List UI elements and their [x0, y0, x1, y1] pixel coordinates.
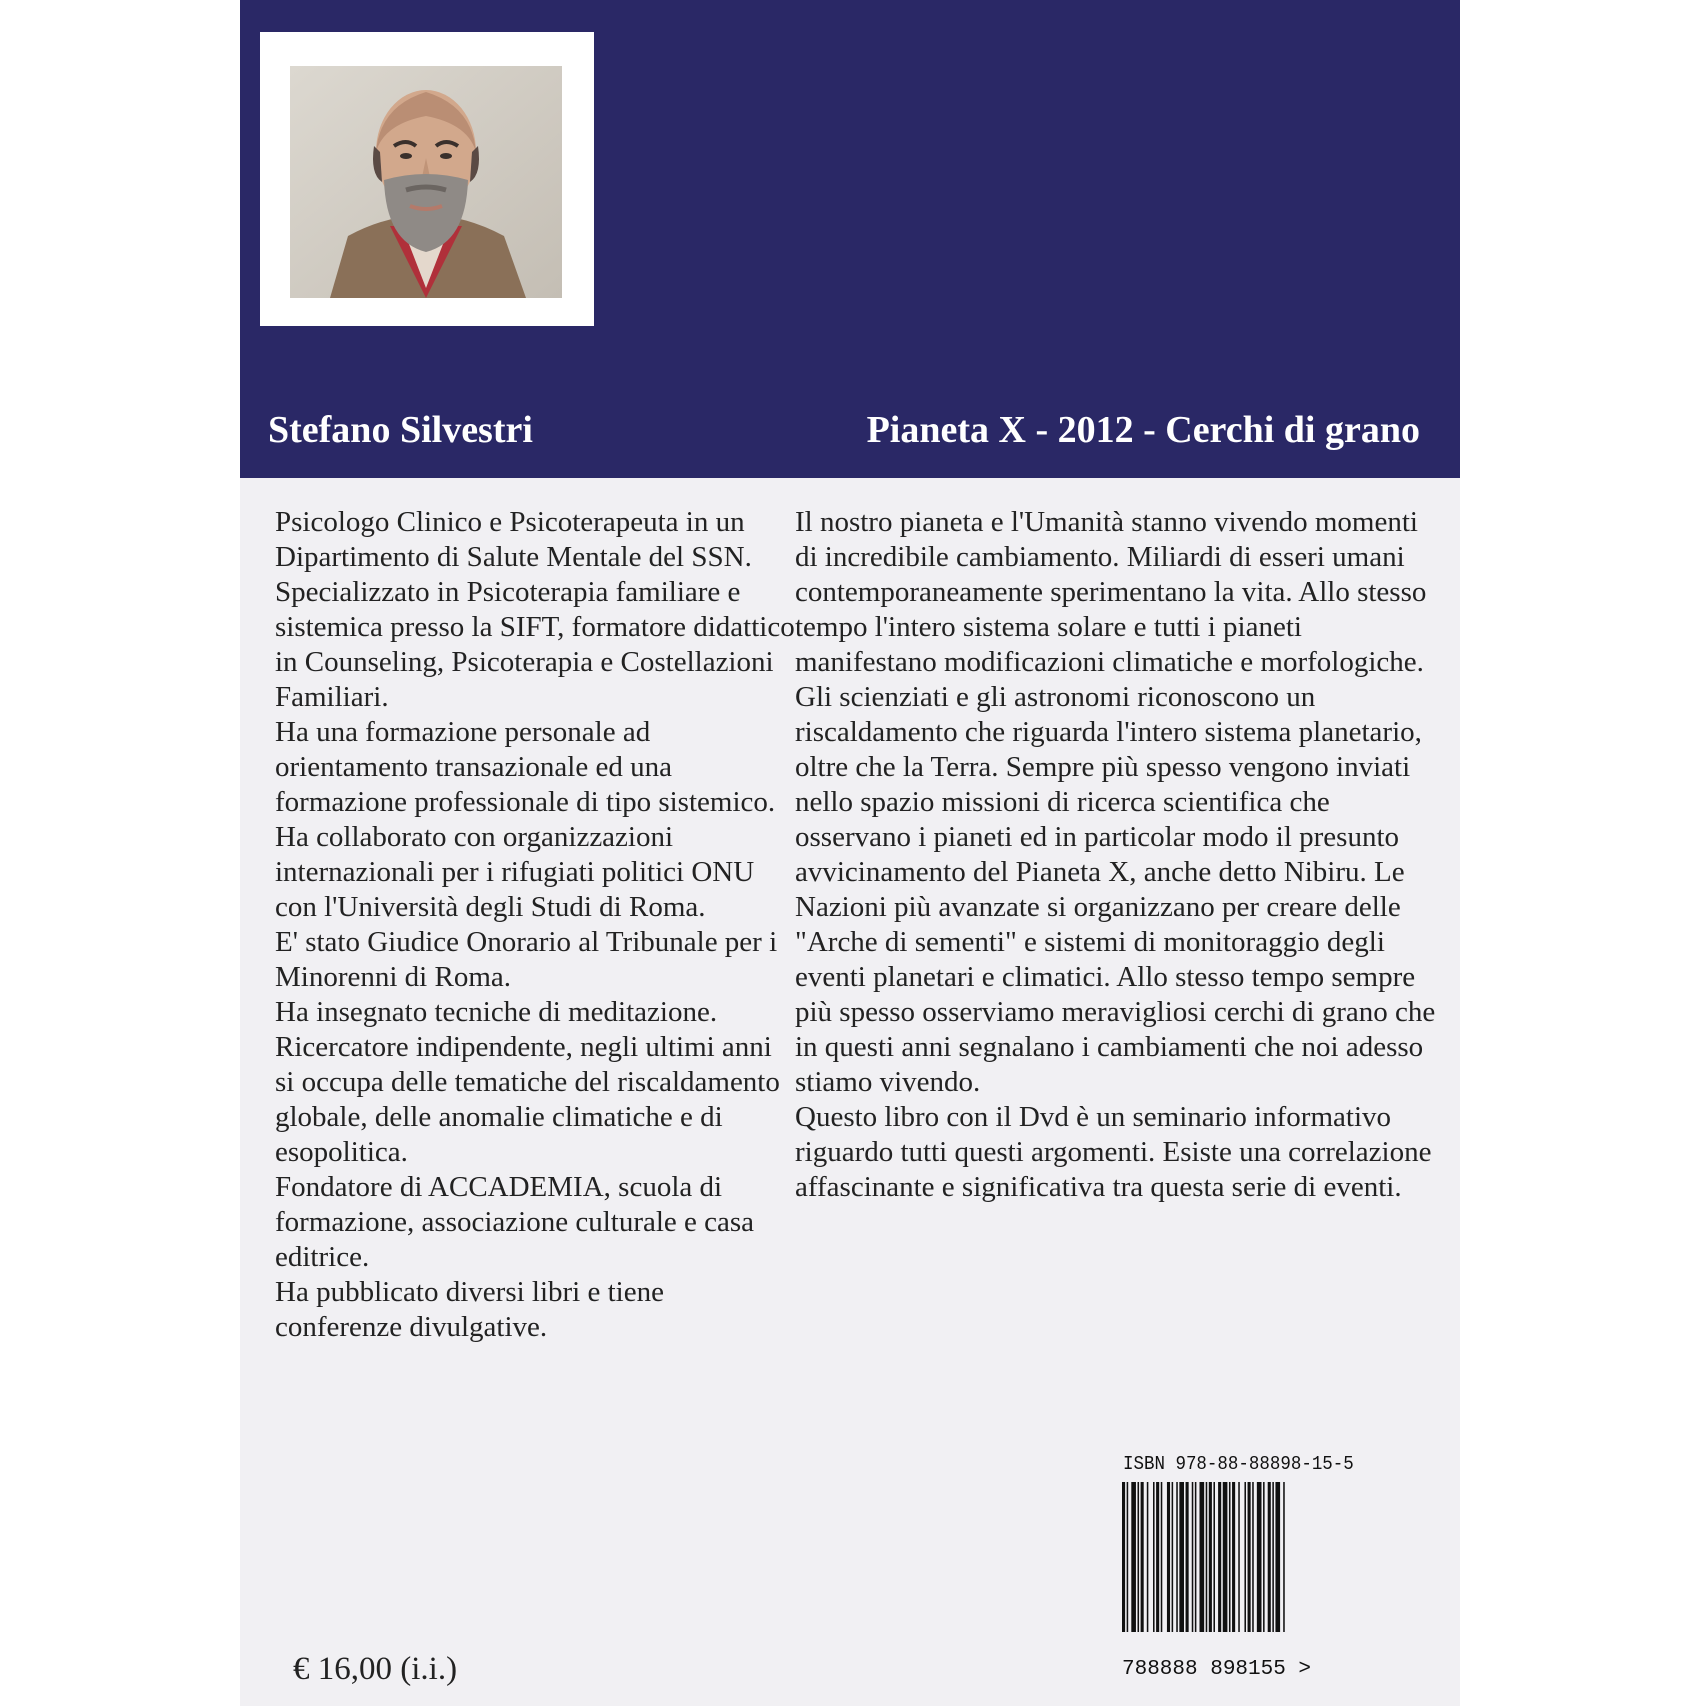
bio-paragraph: Ha una formazione personale ad orientamento transazionale ed una formazione professionale di tipo sistemico.: [275, 716, 776, 818]
barcode-icon: [1120, 1482, 1360, 1632]
barcode-bar: [1156, 1482, 1159, 1632]
barcode-bar: [1213, 1482, 1215, 1632]
author-portrait-icon: [290, 66, 562, 298]
barcode-bar: [1252, 1482, 1254, 1632]
barcode-bar: [1176, 1482, 1178, 1632]
book-description: [795, 505, 1445, 1205]
barcode-bar: [1153, 1482, 1155, 1632]
author-name: Stefano Silvestri: [268, 409, 533, 451]
barcode-bar: [1232, 1482, 1235, 1632]
barcode-bar: [1200, 1482, 1205, 1632]
barcode-bar: [1141, 1482, 1144, 1632]
book-back-cover: [240, 0, 1460, 1706]
header-band: [240, 0, 1460, 478]
barcode-bar: [1263, 1482, 1265, 1632]
barcode-bar: [1283, 1482, 1285, 1632]
barcode-bar: [1186, 1482, 1189, 1632]
barcode-bar: [1161, 1482, 1163, 1632]
bio-paragraph: Ha pubblicato diversi libri e tiene conferenze divulgative.: [275, 1276, 664, 1343]
barcode-bar: [1244, 1482, 1246, 1632]
barcode-bar: [1122, 1482, 1125, 1632]
barcode-bar: [1248, 1482, 1251, 1632]
bio-paragraph: Ha insegnato tecniche di meditazione.: [275, 996, 718, 1028]
price-label: € 16,00 (i.i.): [293, 1651, 458, 1687]
barcode-bar: [1238, 1482, 1240, 1632]
barcode-bar: [1127, 1482, 1129, 1632]
barcode-bar: [1268, 1482, 1271, 1632]
bio-paragraph: Fondatore di ACCADEMIA, scuola di formazione, associazione culturale e casa editrice.: [275, 1171, 755, 1273]
barcode-bar: [1209, 1482, 1212, 1632]
author-photo-frame: [260, 32, 594, 326]
barcode-bar: [1206, 1482, 1208, 1632]
barcode-bar: [1218, 1482, 1221, 1632]
description-paragraph: Questo libro con il Dvd è un seminario informativo riguardo tutti questi argomenti. Esiste una correlazione affascinante e significativa tra questa serie di eventi.: [795, 1101, 1432, 1203]
barcode-bar: [1131, 1482, 1136, 1632]
barcode-bar: [1223, 1482, 1228, 1632]
bio-paragraph: Psicologo Clinico e Psicoterapeuta in un Dipartimento di Salute Mentale del SSN. Specializzato in Psicoterapia familiare e sistemica presso la SIFT, formatore didattico in Counseling, Psicoterapia e Costellazioni Familiari.: [275, 506, 795, 713]
barcode-bar: [1272, 1482, 1274, 1632]
barcode-bar: [1195, 1482, 1197, 1632]
author-bio: [275, 505, 795, 1345]
barcode-digits: 788888 898155 >: [1122, 1658, 1312, 1681]
bio-paragraph: Ricercatore indipendente, negli ultimi anni si occupa delle tematiche del riscaldamento globale, delle anomalie climatiche e di esopolitica.: [275, 1031, 780, 1168]
barcode-bar: [1138, 1482, 1140, 1632]
barcode-bar: [1147, 1482, 1149, 1632]
author-photo: [290, 66, 562, 298]
description-paragraph: Il nostro pianeta e l'Umanità stanno vivendo momenti di incredibile cambiamento. Miliardi di esseri umani contemporaneamente sperimentano la vita. Allo stesso tempo l'intero sistema solare e tutti i pianeti manifestano modificazioni climatiche e morfologiche. Gli scienziati e gli astronomi riconoscono un riscaldamento che riguarda l'intero sistema planetario, oltre che la Terra. Sempre più spesso vengono inviati nello spazio missioni di ricerca scientifica che osservano i pianeti ed in particolar modo il presunto avvicinamento del Pianeta X, anche detto Nibiru. Le Nazioni più avanzate si organizzano per creare delle "Arche di sementi" e sistemi di monitoraggio degli eventi planetari e climatici. Allo stesso tempo sempre più spesso osserviamo meravigliosi cerchi di grano che in questi anni segnalano i cambiamenti che noi adesso stiamo vivendo.: [795, 506, 1436, 1098]
barcode-bar: [1229, 1482, 1231, 1632]
isbn-label: ISBN 978-88-88898-15-5: [1123, 1453, 1354, 1475]
barcode-bar: [1172, 1482, 1174, 1632]
bio-paragraph: E' stato Giudice Onorario al Tribunale per i Minorenni di Roma.: [275, 926, 778, 993]
barcode-bar: [1192, 1482, 1194, 1632]
barcode-bar: [1275, 1482, 1280, 1632]
barcode-bar: [1257, 1482, 1262, 1632]
barcode-bar: [1167, 1482, 1170, 1632]
book-title: Pianeta X - 2012 - Cerchi di grano: [866, 409, 1420, 451]
barcode-bar: [1179, 1482, 1184, 1632]
bio-paragraph: Ha collaborato con organizzazioni internazionali per i rifugiati politici ONU con l'Università degli Studi di Roma.: [275, 821, 755, 923]
